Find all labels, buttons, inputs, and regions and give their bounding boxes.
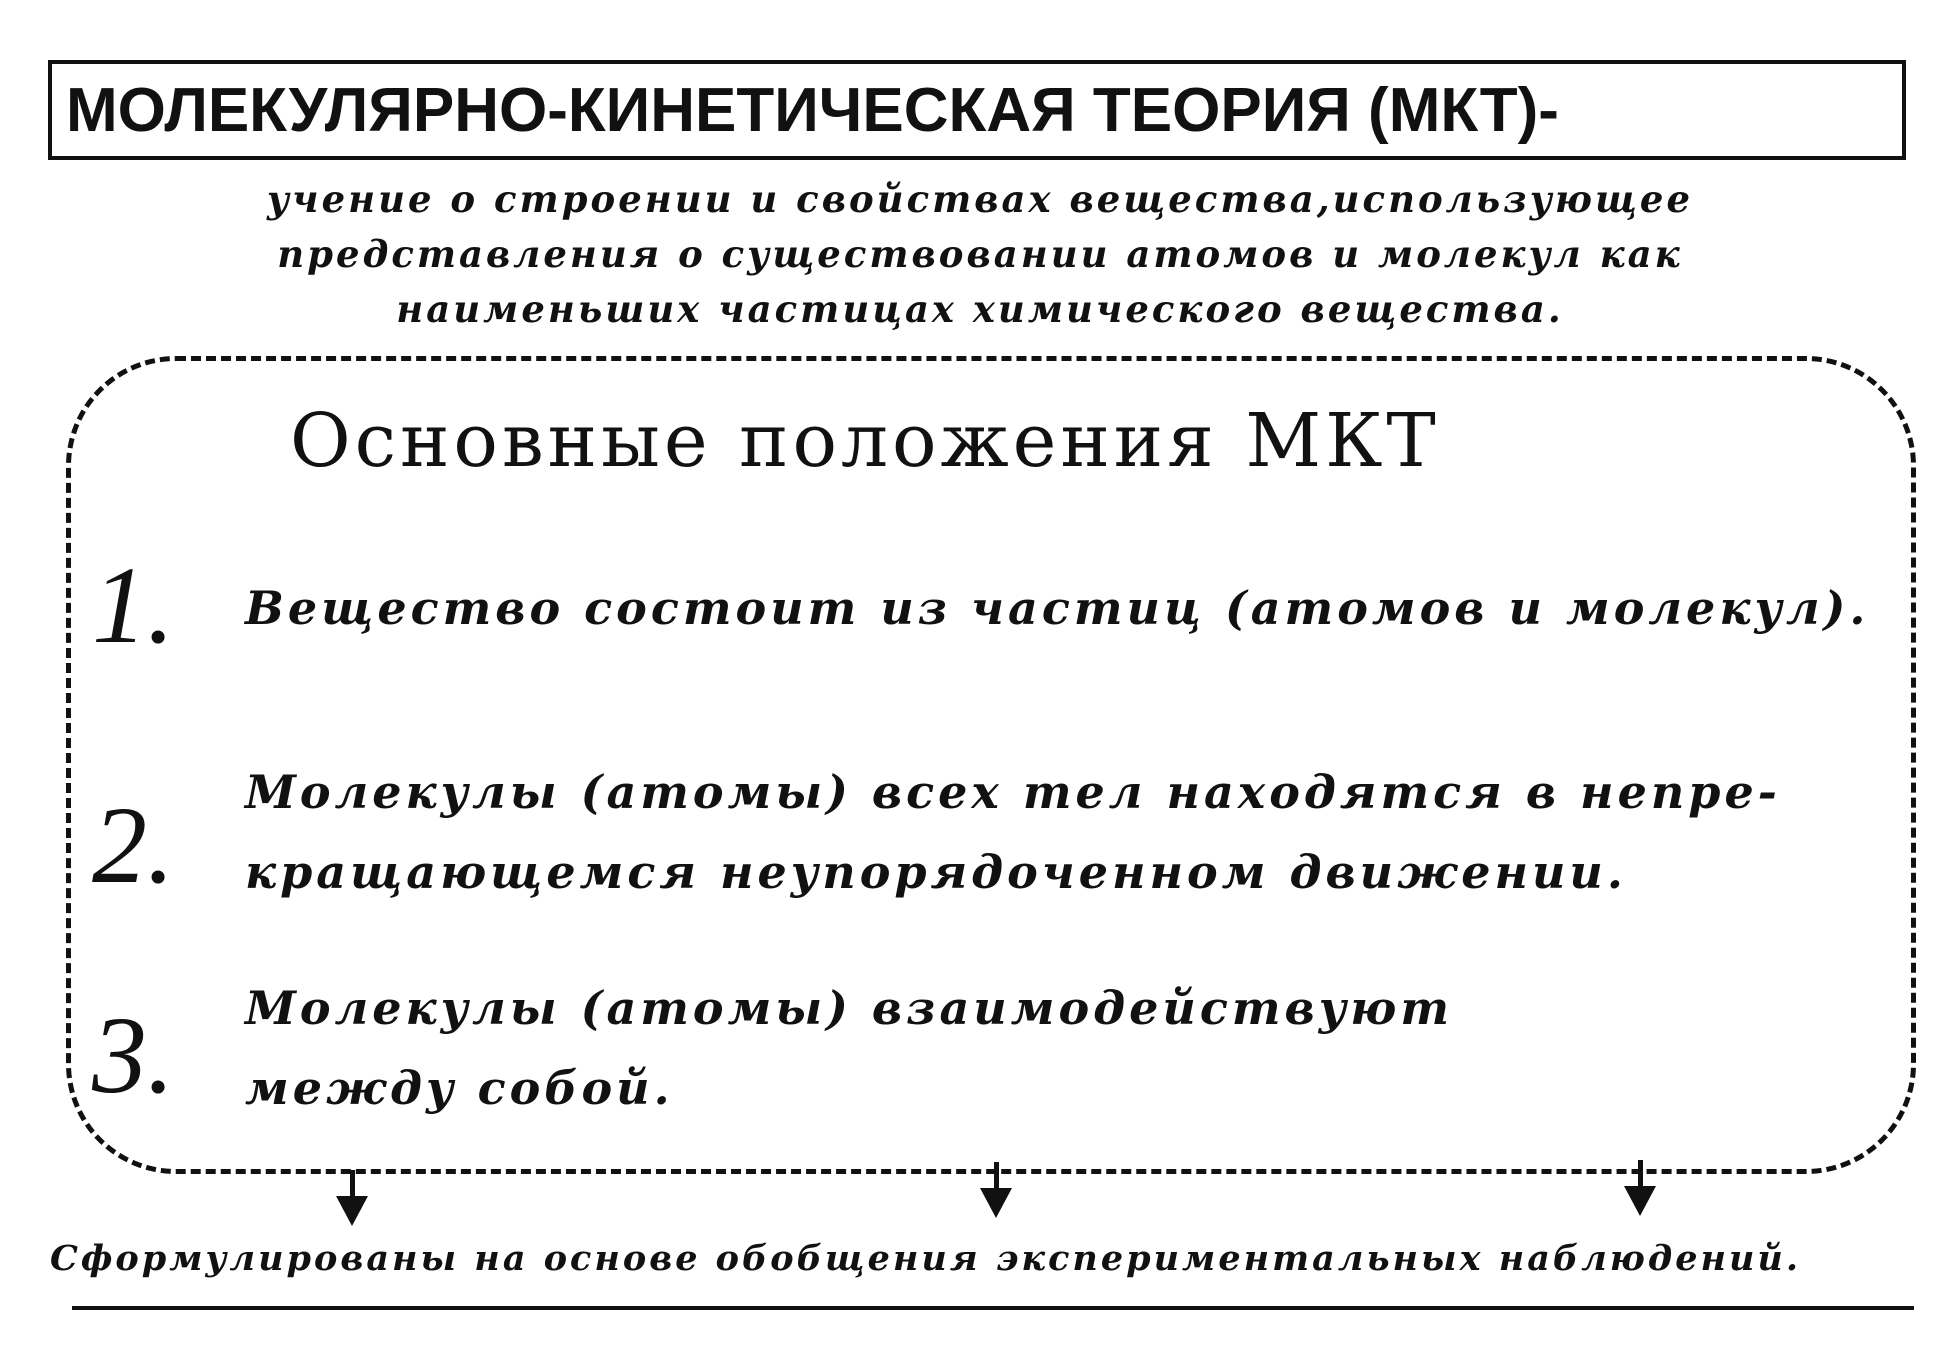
principle-text-1 (245, 568, 1869, 648)
page-title: МОЛЕКУЛЯРНО-КИНЕТИЧЕСКАЯ ТЕОРИЯ (МКТ)- (66, 75, 1559, 145)
principle-number-2: 2. (92, 784, 175, 906)
principle-line: кращающемся неупорядоченном движении. (245, 845, 1627, 899)
principle-line: Вещество состоит из частиц (атомов и молекул). (245, 581, 1870, 635)
principle-number-1: 1. (92, 544, 175, 666)
principle-text-2 (245, 752, 1781, 912)
principle-text-3 (245, 968, 1453, 1128)
principle-line: между собой. (245, 1061, 674, 1115)
definition-line: представления о существовании атомов и молекул как (277, 232, 1683, 276)
principle-number-3: 3. (92, 994, 175, 1116)
principle-line: Молекулы (атомы) всех тел находятся в непре- (245, 765, 1781, 819)
footer-text: Сформулированы на основе обобщения экспериментальных наблюдений. (50, 1238, 1802, 1279)
principle-line: Молекулы (атомы) взаимодействуют (245, 981, 1453, 1035)
definition-line: учение о строении и свойствах вещества,использующее (266, 177, 1693, 221)
title-box (48, 60, 1906, 160)
definition-text (200, 172, 1760, 337)
principles-title: Основные положения МКТ (290, 398, 1440, 484)
definition-line: наименьших частицах химического вещества. (396, 287, 1564, 331)
footer-divider (72, 1306, 1914, 1310)
